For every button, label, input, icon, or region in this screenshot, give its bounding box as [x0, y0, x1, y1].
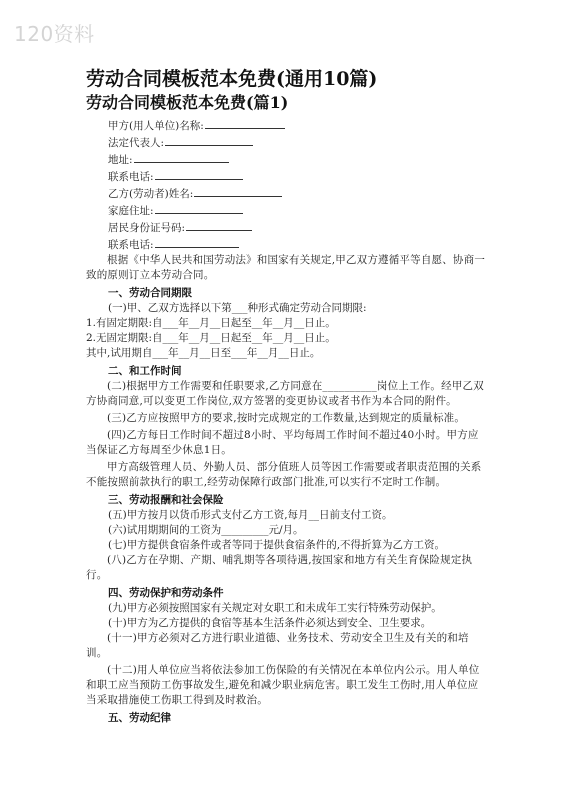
field-label: 家庭住址:	[108, 205, 154, 217]
fill-blank	[155, 202, 243, 214]
field-id-number	[86, 219, 486, 236]
field-legal-rep	[86, 134, 486, 151]
document	[86, 66, 486, 726]
paragraph: (三)乙方应按照甲方的要求,按时完成规定的工作数量,达到规定的质量标准。	[107, 412, 466, 424]
text-line: (五)甲方按月以货币形式支付乙方工资,每月__日前支付工资。	[108, 509, 393, 521]
fill-blank	[186, 219, 252, 231]
paragraph: (八)乙方在孕期、产期、哺乳期等各项待遇,按国家和地方有关生育保险规定执行。	[86, 554, 473, 581]
watermark: 120资料	[14, 22, 95, 46]
field-label: 乙方(劳动者)姓名:	[108, 188, 194, 200]
paragraph: (四)乙方每日工作时间不超过8小时、平均每周工作时间不超过40小时。甲方应当保证乙方每周至少休息1日。	[86, 429, 479, 456]
section-heading: 四、劳动保护和劳动条件	[108, 587, 224, 599]
intro-paragraph: 根据《中华人民共和国劳动法》和国家有关规定,甲乙双方遵循平等自愿、协商一致的原则订立本劳动合同。	[86, 254, 486, 281]
section-heading: 五、劳动纪律	[108, 712, 171, 724]
text-line: 1.有固定期限:自___年__月__日起至__年__月__日止。	[86, 317, 336, 329]
fill-blank	[155, 168, 243, 180]
field-employer-name	[86, 117, 486, 134]
field-label: 地址:	[108, 154, 133, 166]
fill-blank	[155, 236, 239, 248]
paragraph: (二)根据甲方工作需要和任职要求,乙方同意在__________岗位上工作。经甲乙双方协商同意,可以变更工作岗位,双方签署的变更协议或者书作为本合同的附件。	[86, 380, 484, 407]
section-heading: 二、和工作时间	[108, 365, 182, 377]
section-heading: 一、劳动合同期限	[108, 287, 192, 299]
paragraph: (十二)用人单位应当将依法参加工伤保险的有关情况在本单位内公示。用人单位和职工应当预防工伤事故发生,避免和减少职业病危害。职工发生工伤时,用人单位应当采取措施使工伤职工得到及时救治。	[86, 664, 480, 706]
text-line: (九)甲方必须按照国家有关规定对女职工和未成年工实行特殊劳动保护。	[108, 602, 442, 614]
text-line: 其中,试用期自___年__月__日至___年__月__日止。	[86, 347, 321, 359]
document-subtitle: 劳动合同模板范本免费(篇1)	[86, 93, 289, 112]
fill-blank	[165, 134, 253, 146]
fill-blank	[205, 117, 285, 129]
text-line: 2.无固定期限:自___年__月__日起至__年__月__日止。	[86, 332, 336, 344]
field-employer-phone	[86, 168, 486, 185]
field-employee-phone	[86, 236, 486, 253]
fill-blank	[194, 185, 282, 197]
field-label: 联系电话:	[108, 171, 154, 183]
document-title: 劳动合同模板范本免费(通用10篇)	[86, 68, 378, 90]
field-employee-name	[86, 185, 486, 202]
section-heading: 三、劳动报酬和社会保险	[108, 494, 224, 506]
text-line: (一)甲、乙双方选择以下第___种形式确定劳动合同期限:	[108, 302, 367, 314]
text-line: (六)试用期期间的工资为_________元/月。	[108, 524, 304, 536]
field-label: 甲方(用人单位)名称:	[108, 120, 204, 132]
party-fields	[86, 117, 486, 253]
text-line: (十)甲方为乙方提供的食宿等基本生活条件必须达到安全、卫生要求。	[108, 617, 432, 629]
field-label: 居民身份证号码:	[108, 222, 186, 234]
fill-blank	[134, 151, 229, 163]
paragraph: (十一)甲方必须对乙方进行职业道德、业务技术、劳动安全卫生及有关的和培训。	[86, 632, 469, 659]
field-home-address	[86, 202, 486, 219]
field-label: 联系电话:	[108, 239, 154, 251]
text-line: (七)甲方提供食宿条件或者等同于提供食宿条件的,不得折算为乙方工资。	[108, 539, 446, 551]
paragraph: 甲方高级管理人员、外勤人员、部分值班人员等因工作需要或者职责范围的关系不能按照前款执行的职工,经劳动保障行政部门批准,可以实行不定时工作制。	[86, 461, 482, 488]
field-label: 法定代表人:	[108, 137, 165, 149]
field-address	[86, 151, 486, 168]
